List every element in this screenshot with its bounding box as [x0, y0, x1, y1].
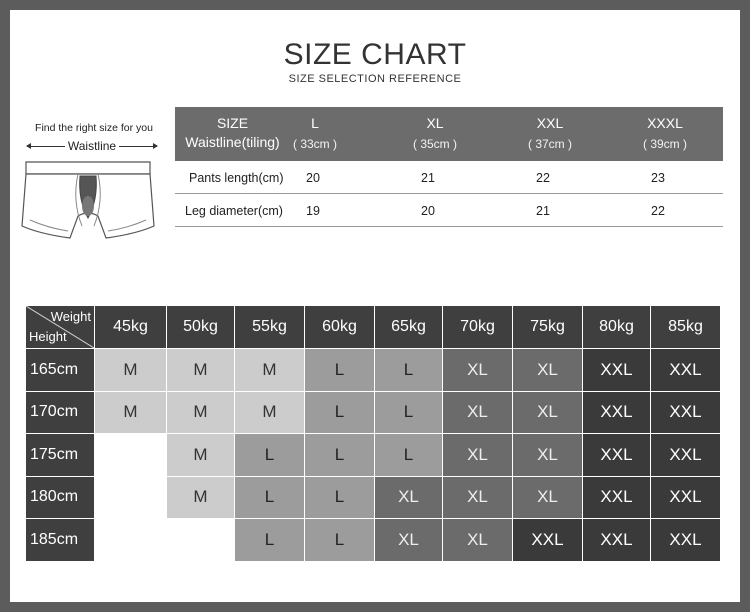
size-cell: XXL: [513, 519, 583, 562]
grid-row: [26, 477, 721, 520]
size-cell: XXL: [583, 519, 651, 562]
size-cell: M: [95, 392, 167, 435]
size-cell: XXL: [651, 392, 721, 435]
weight-axis-label: Weight: [50, 309, 91, 324]
grid-row: [26, 349, 721, 392]
size-cell: XL: [443, 434, 513, 477]
size-cell: XL: [513, 349, 583, 392]
size-cell: XXL: [583, 392, 651, 435]
height-axis-label: Height: [29, 329, 67, 344]
size-cell: XXL: [651, 434, 721, 477]
row-value: 20: [421, 204, 435, 218]
size-cell: XL: [513, 477, 583, 520]
weight-header: 70kg: [443, 306, 513, 349]
weight-header: 80kg: [583, 306, 651, 349]
height-label: 165cm: [26, 349, 95, 392]
size-cell: XL: [375, 519, 443, 562]
size-waist: ( 35cm ): [412, 137, 457, 151]
height-label: 185cm: [26, 519, 95, 562]
grid-row: [26, 392, 721, 435]
size-cell: XL: [443, 519, 513, 562]
page-title: SIZE CHART: [283, 38, 467, 71]
size-cell: XXL: [651, 519, 721, 562]
size-cell: M: [235, 392, 305, 435]
size-cell: L: [375, 349, 443, 392]
size-cell: M: [95, 349, 167, 392]
row-value: 23: [651, 171, 665, 185]
weight-header: 55kg: [235, 306, 305, 349]
size-cell: L: [235, 477, 305, 520]
size-waist: ( 39cm ): [642, 137, 687, 151]
size-cell: XL: [513, 392, 583, 435]
fit-hint: Find the right size for you: [35, 122, 153, 134]
size-measurement-table: [175, 107, 723, 227]
size-cell: L: [305, 349, 375, 392]
size-cell: L: [235, 519, 305, 562]
grid-row: [26, 434, 721, 477]
waistline-indicator: [27, 140, 157, 154]
waistline-header-label: Waistline(tiling): [185, 134, 280, 150]
size-cell: M: [167, 392, 235, 435]
size-cell: XL: [443, 349, 513, 392]
size-cell: XL: [443, 477, 513, 520]
size-cell: [167, 519, 235, 562]
size-cell: L: [375, 392, 443, 435]
size-table-header: [175, 107, 723, 161]
chart-panel: [10, 10, 740, 602]
size-cell: XXL: [583, 434, 651, 477]
size-cell: XL: [375, 477, 443, 520]
size-table-row: [175, 194, 723, 227]
size-cell: XL: [443, 392, 513, 435]
height-label: 175cm: [26, 434, 95, 477]
size-name: L: [311, 115, 319, 131]
size-cell: M: [167, 434, 235, 477]
size-cell: XXL: [583, 349, 651, 392]
weight-header: 45kg: [95, 306, 167, 349]
size-cell: L: [235, 434, 305, 477]
size-name: XXXL: [647, 115, 683, 131]
weight-header: 75kg: [513, 306, 583, 349]
size-cell: XXL: [651, 477, 721, 520]
size-name: XL: [426, 115, 444, 131]
height-label: 180cm: [26, 477, 95, 520]
size-cell: [95, 434, 167, 477]
size-cell: M: [167, 477, 235, 520]
waistline-label: Waistline: [65, 139, 119, 153]
grid-row: [26, 519, 721, 562]
size-cell: M: [167, 349, 235, 392]
size-cell: L: [305, 519, 375, 562]
size-cell: [95, 519, 167, 562]
size-cell: L: [375, 434, 443, 477]
size-cell: L: [305, 477, 375, 520]
row-value: 21: [421, 171, 435, 185]
underwear-illustration: [20, 156, 156, 246]
page-subtitle: SIZE SELECTION REFERENCE: [288, 73, 462, 85]
row-value: 22: [651, 204, 665, 218]
size-cell: L: [305, 392, 375, 435]
size-cell: XXL: [651, 349, 721, 392]
row-value: 22: [536, 171, 550, 185]
size-waist: ( 37cm ): [527, 137, 572, 151]
height-label: 170cm: [26, 392, 95, 435]
size-header-label: SIZE: [216, 115, 249, 131]
size-name: XXL: [536, 115, 564, 131]
size-cell: XXL: [583, 477, 651, 520]
size-cell: M: [235, 349, 305, 392]
size-cell: L: [305, 434, 375, 477]
row-label: Pants length(cm): [189, 171, 284, 185]
row-value: 20: [306, 171, 320, 185]
size-waist: ( 33cm ): [292, 137, 337, 151]
grid-corner-cell: [26, 306, 95, 349]
weight-header: 50kg: [167, 306, 235, 349]
size-table-row: [175, 161, 723, 194]
weight-header: 65kg: [375, 306, 443, 349]
row-value: 21: [536, 204, 550, 218]
weight-height-size-grid: [26, 306, 721, 562]
size-cell: XL: [513, 434, 583, 477]
row-label: Leg diameter(cm): [185, 204, 283, 218]
weight-header: 60kg: [305, 306, 375, 349]
row-value: 19: [306, 204, 320, 218]
size-cell: [95, 477, 167, 520]
weight-header: 85kg: [651, 306, 721, 349]
